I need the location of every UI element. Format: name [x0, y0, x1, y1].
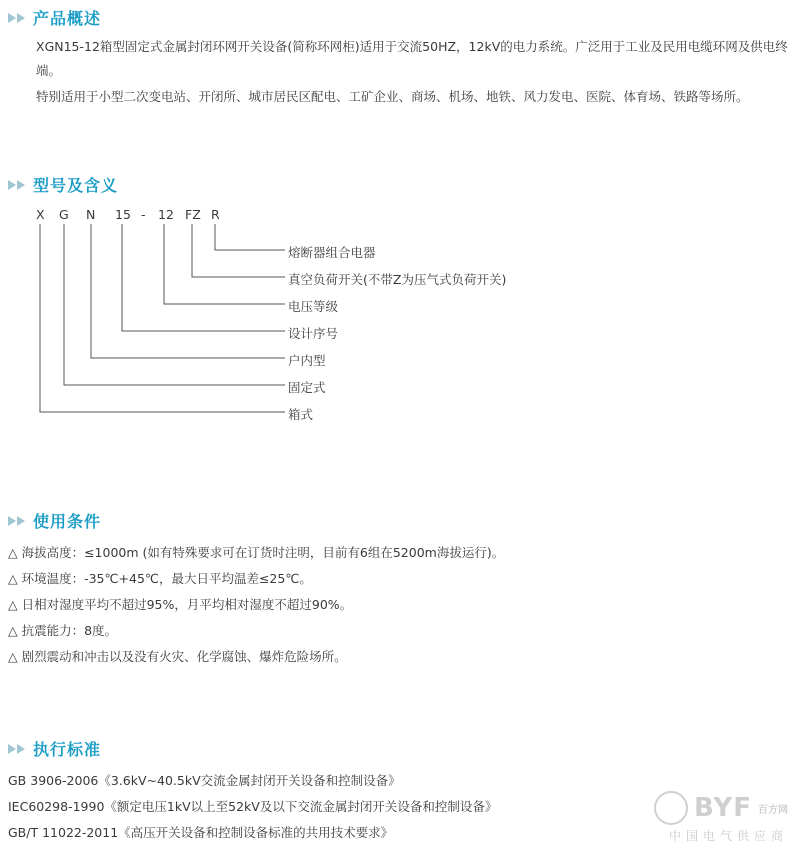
model-code-n: N: [86, 207, 96, 222]
meaning-indoor-type: 户内型: [288, 353, 326, 368]
meaning-fixed-type: 固定式: [288, 380, 326, 395]
model-code-x: X: [36, 207, 45, 222]
model-code-dash: -: [141, 207, 146, 222]
overview-paragraph-2: 特别适用于小型二次变电站、开闭所、城市居民区配电、工矿企业、商场、机场、地铁、风力发电、医院、体育场、铁路等场所。: [36, 89, 749, 104]
overview-paragraph-1: XGN15-12箱型固定式金属封闭环网开关设备(简称环网柜)适用于交流50HZ，12kV的电力系统。广泛用于工业及民用电缆环网及供电终端。: [36, 39, 788, 78]
meaning-box-type: 箱式: [288, 407, 314, 422]
double-arrow-icon: [8, 516, 25, 526]
section-heading-standards: [8, 737, 101, 760]
meaning-design-number: 设计序号: [288, 326, 339, 341]
meaning-fuse-combination: 熔断器组合电器: [288, 245, 376, 260]
condition-environment: △ 剧烈震动和冲击以及没有火灾、化学腐蚀、爆炸危险场所。: [8, 649, 347, 664]
bracket-line-n: [91, 224, 285, 358]
standard-gbt11022: GB/T 11022-2011《高压开关设备和控制设备标准的共用技术要求》: [8, 825, 394, 840]
bracket-line-r: [215, 224, 285, 250]
model-code-fz: FZ: [185, 207, 201, 222]
standard-iec60298: IEC60298-1990《额定电压1kV以上至52kV及以下交流金属封闭开关设备和控制设备》: [8, 799, 498, 814]
bracket-line-x: [40, 224, 285, 412]
standard-gb3906: GB 3906-2006《3.6kV~40.5kV交流金属封闭开关设备和控制设备》: [8, 773, 401, 788]
model-code-12: 12: [158, 207, 174, 222]
watermark: [654, 791, 788, 844]
standards-title: 执行标准: [33, 740, 102, 759]
condition-temperature: △ 环境温度：-35℃+45℃，最大日平均温差≤25℃。: [8, 571, 312, 586]
condition-seismic: △ 抗震能力：8度。: [8, 623, 118, 638]
model-code-15: 15: [115, 207, 131, 222]
section-heading-conditions: [8, 509, 101, 532]
watermark-circle-icon: [654, 791, 688, 825]
meaning-vacuum-load-switch: 真空负荷开关(不带Z为压气式负荷开关): [288, 272, 507, 287]
double-arrow-icon: [8, 744, 25, 754]
bracket-line-12: [164, 224, 285, 304]
meaning-voltage-class: 电压等级: [288, 299, 339, 314]
condition-humidity: △ 日相对湿度平均不超过95%，月平均相对湿度不超过90%。: [8, 597, 353, 612]
model-code-r: R: [211, 207, 220, 222]
model-title: 型号及含义: [33, 176, 119, 195]
watermark-tag: 百方网: [758, 804, 788, 816]
watermark-logo: [654, 791, 788, 825]
watermark-brand: BYF: [694, 793, 752, 823]
model-code-g: G: [59, 207, 69, 222]
conditions-title: 使用条件: [33, 512, 102, 531]
condition-altitude: △ 海拔高度：≤1000m (如有特殊要求可在订货时注明，目前有6组在5200m海拔运行)。: [8, 545, 505, 560]
overview-title: 产品概述: [33, 9, 102, 28]
watermark-subtitle: 中国电气供应商: [668, 829, 788, 843]
